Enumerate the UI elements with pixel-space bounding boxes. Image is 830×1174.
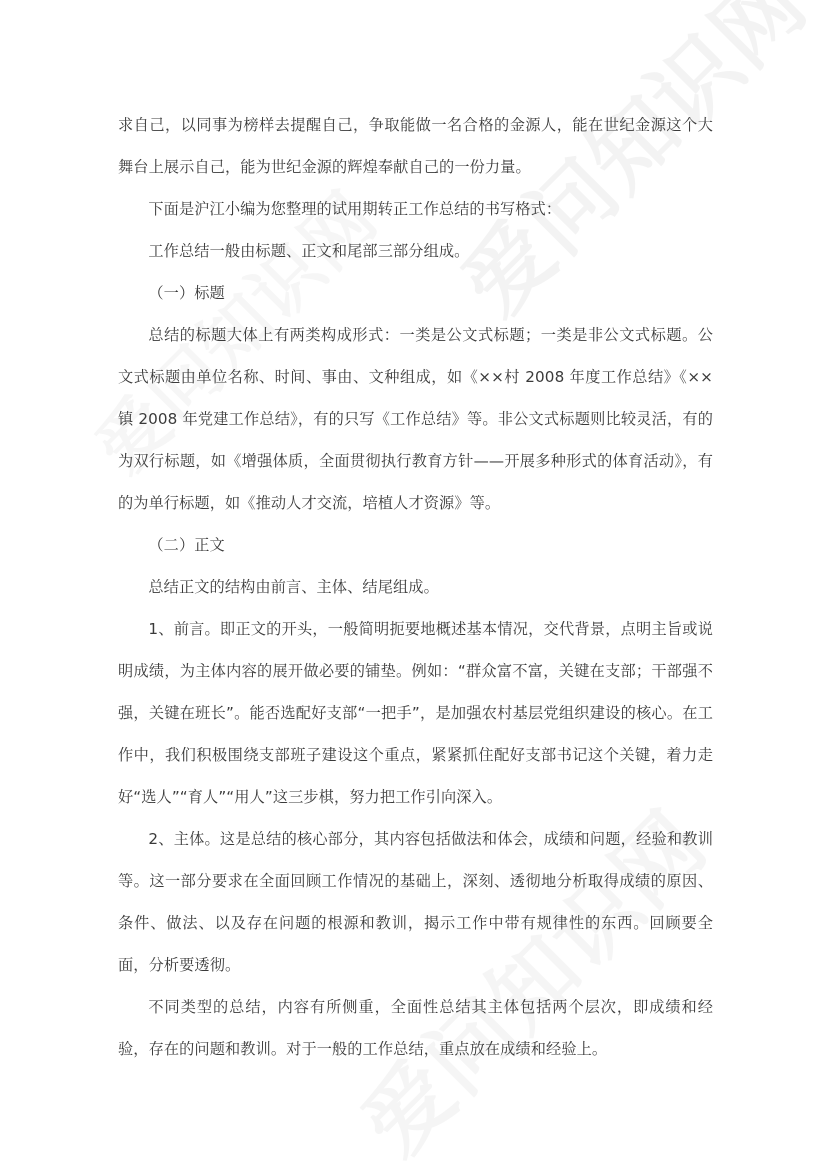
section-heading-er: （二）正文	[148, 536, 225, 554]
section-heading-yi: （一）标题	[148, 284, 225, 302]
paragraph: 求自己，以同事为榜样去提醒自己，争取能做一名合格的金源人，能在世纪金源这个大舞台上展示自己，能为世纪金源的辉煌奉献自己的一份力量。	[118, 116, 713, 176]
paragraph-item-2: 2、主体。这是总结的核心部分，其内容包括做法和体会，成绩和问题，经验和教训等。这一部分要求在全面回顾工作情况的基础上，深刻、透彻地分析取得成绩的原因、条件、做法、以及存在问题的根源和教训，揭示工作中带有规律性的东西。回顾要全面，分析要透彻。	[118, 830, 713, 974]
paragraph-item-1: 1、前言。即正文的开头，一般简明扼要地概述基本情况，交代背景，点明主旨或说明成绩，为主体内容的展开做必要的铺垫。例如：“群众富不富，关键在支部；干部强不强，关键在班长”。能否选配好支部“一把手”，是加强农村基层党组织建设的核心。在工作中，我们积极围绕支部班子建设这个重点，紧紧抓住配好支部书记这个关键，着力走好“选人”“育人”“用人”这三步棋，努力把工作引向深入。	[118, 620, 713, 806]
paragraph: 工作总结一般由标题、正文和尾部三部分组成。	[148, 242, 470, 260]
paragraph: 总结正文的结构由前言、主体、结尾组成。	[148, 578, 439, 596]
document-text-body	[118, 104, 713, 1070]
paragraph: 不同类型的总结，内容有所侧重，全面性总结其主体包括两个层次，即成绩和经验，存在的问题和教训。对于一般的工作总结，重点放在成绩和经验上。	[118, 998, 713, 1058]
paragraph: 下面是沪江小编为您整理的试用期转正工作总结的书写格式：	[148, 200, 562, 218]
paragraph: 总结的标题大体上有两类构成形式：一类是公文式标题；一类是非公文式标题。公文式标题由单位名称、时间、事由、文种组成，如《××村 2008 年度工作总结》《××镇 2008 年党建工作总结》，有的只写《工作总结》等。非公文式标题则比较灵活，有的为双行标题，如《增强体质，全面贯彻执行教育方针——开展多种形式的体育活动》，有的为单行标题，如《推动人才交流，培植人才资源》等。	[118, 326, 713, 512]
